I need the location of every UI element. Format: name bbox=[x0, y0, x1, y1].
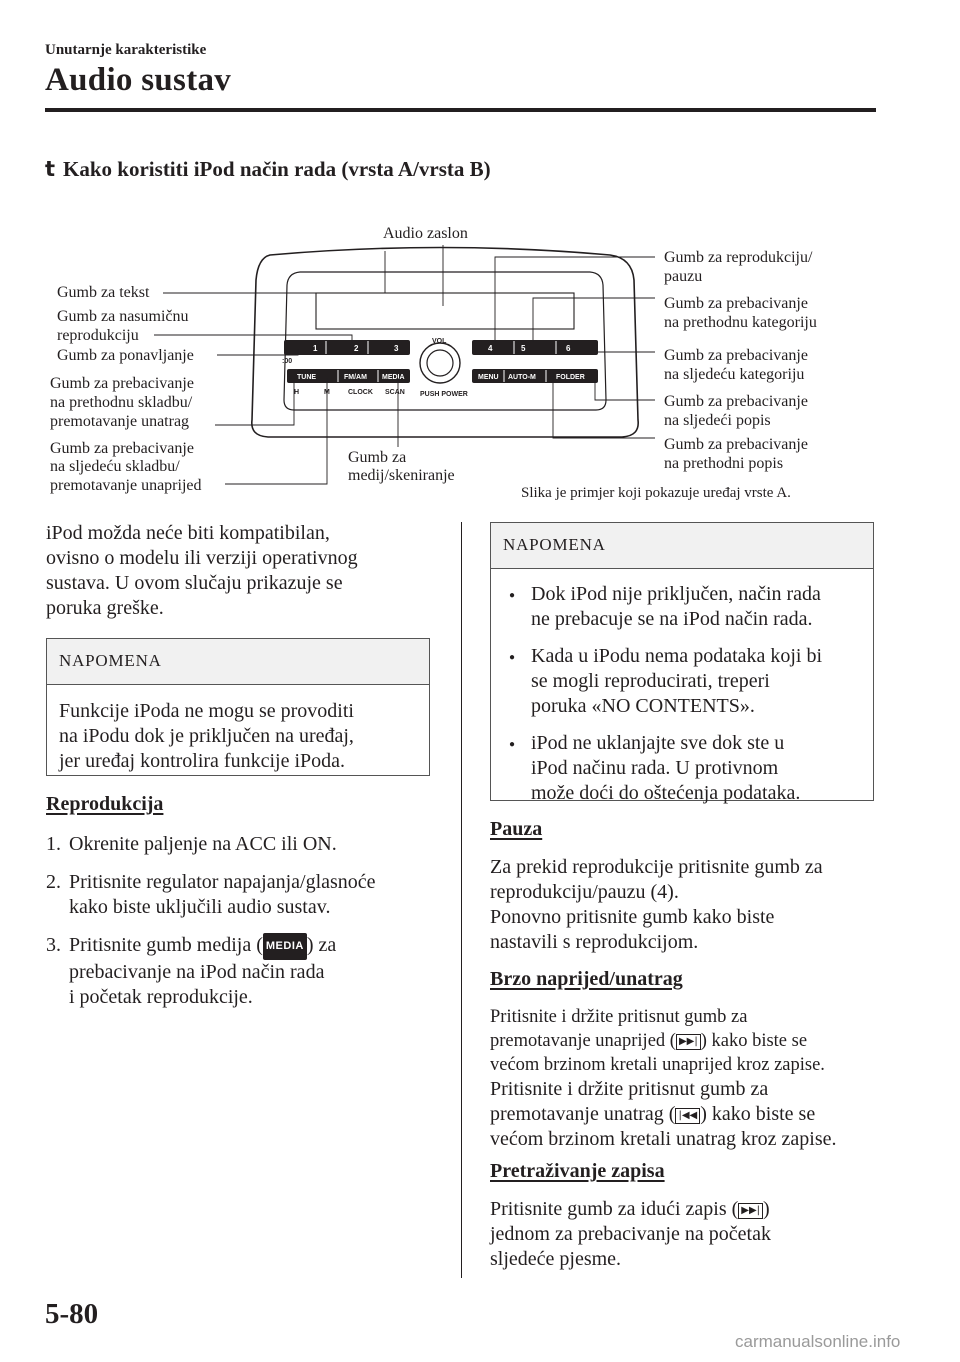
callout-prev-list-line2: na prethodni popis bbox=[664, 455, 784, 472]
callout-prev-track-line3: premotavanje unatrag bbox=[50, 413, 190, 430]
section-bullet-icon: t bbox=[45, 157, 56, 181]
callout-play-pause-line2: pauzu bbox=[664, 268, 703, 285]
volume-knob-outer bbox=[420, 343, 460, 383]
media-label: MEDIA bbox=[382, 374, 405, 381]
preset-label-4: 4 bbox=[488, 344, 493, 353]
callout-next-category-line1: Gumb za prebacivanje bbox=[664, 347, 808, 364]
fast-forward-icon: ▶▶| bbox=[676, 1034, 701, 1050]
callout-next-track-line3: premotavanje unaprijed bbox=[50, 477, 202, 494]
tune-label: TUNE bbox=[297, 374, 317, 381]
note-body: Funkcije iPoda ne mogu se provoditi na iPodu dok je priključen na uređaj, jer uređaj kontrolira funkcije iPoda. bbox=[59, 700, 354, 772]
note-title-right: NAPOMENA bbox=[491, 523, 873, 569]
step-2: 2. Pritisnite regulator napajanja/glasnoće kako biste uključili audio sustav. bbox=[46, 871, 376, 918]
callout-next-category-line2: na sljedeću kategoriju bbox=[664, 366, 805, 383]
note-list-item: ● iPod ne uklanjajte sve dok ste u iPod načinu rada. U protivnom može doći do oštećenja podataka. bbox=[503, 731, 861, 806]
column-divider bbox=[461, 522, 462, 1278]
callout-shuffle-line1: Gumb za nasumičnu bbox=[57, 308, 189, 325]
page-title: Audio sustav bbox=[45, 62, 232, 98]
callout-prev-category-line2: na prethodnu kategoriju bbox=[664, 314, 817, 331]
push-power-label: PUSH POWER bbox=[420, 391, 468, 398]
step-1: 1. Okrenite paljenje na ACC ili ON. bbox=[46, 833, 337, 855]
preset-buttons-left bbox=[284, 340, 410, 355]
note-body-right bbox=[491, 569, 873, 828]
note-box-right bbox=[490, 522, 874, 804]
callout-play-pause-line1: Gumb za reprodukciju/ bbox=[664, 249, 813, 266]
page-number: 5-80 bbox=[45, 1298, 99, 1330]
figure-caption: Slika je primjer koji pokazuje uređaj vrste A. bbox=[521, 485, 791, 501]
step-3: 3. Pritisnite gumb medija ( MEDIA ) za prebacivanje na iPod način rada i početak reprodukcije. bbox=[46, 934, 337, 1008]
fast-forward-paragraph: Pritisnite i držite pritisnut gumb za premotavanje unaprijed ( ▶▶| ) kako biste se većom brzinom kretali unaprijed kroz zapise. Pritisnite i držite pritisnut gumb za premotavanje unatrag ( |◀◀ ) kako biste se većom brzinom kretali unatrag kroz zapise. bbox=[490, 1007, 837, 1150]
note-box-left bbox=[46, 638, 430, 776]
clock-digits: :00 bbox=[282, 358, 293, 365]
callout-next-list-line1: Gumb za prebacivanje bbox=[664, 393, 808, 410]
scan-label: SCAN bbox=[385, 389, 405, 396]
media-button-icon: MEDIA bbox=[263, 933, 307, 960]
callout-prev-track-line2: na prethodnu skladbu/ bbox=[50, 394, 193, 411]
playback-heading: Reprodukcija bbox=[46, 793, 164, 815]
menu-label: MENU bbox=[478, 374, 499, 381]
folder-label: FOLDER bbox=[556, 374, 585, 381]
preset-label-3: 3 bbox=[394, 344, 399, 353]
preset-label-1: 1 bbox=[313, 344, 318, 353]
volume-knob-inner bbox=[427, 350, 453, 376]
vol-label: VOL bbox=[432, 338, 447, 345]
callout-prev-list-line1: Gumb za prebacivanje bbox=[664, 436, 808, 453]
note-title: NAPOMENA bbox=[47, 639, 429, 685]
hour-label: H bbox=[294, 389, 300, 396]
callout-next-track-line1: Gumb za prebacivanje bbox=[50, 440, 194, 457]
intro-paragraph: iPod možda neće biti kompatibilan, ovisno o modelu ili verziji operativnog sustava. U ovom slučaju prikazuje se poruka greške. bbox=[46, 522, 358, 619]
callout-next-list-line2: na sljedeći popis bbox=[664, 412, 771, 429]
fm-am-label: FM/AM bbox=[344, 374, 367, 381]
callout-prev-track-line1: Gumb za prebacivanje bbox=[50, 375, 194, 392]
pause-heading: Pauza bbox=[490, 818, 543, 840]
preset-label-2: 2 bbox=[354, 344, 359, 353]
callout-repeat-button: Gumb za ponavljanje bbox=[57, 347, 194, 364]
track-search-heading: Pretraživanje zapisa bbox=[490, 1160, 665, 1182]
preset-label-5: 5 bbox=[521, 344, 526, 353]
section-title-text: Kako koristiti iPod način rada (vrsta A/vrsta B) bbox=[63, 157, 491, 181]
fast-forward-heading: Brzo naprijed/unatrag bbox=[490, 968, 683, 990]
note-list-item: ● Dok iPod nije priključen, način rada ne prebacuje se na iPod način rada. bbox=[503, 582, 861, 632]
auto-m-label: AUTO-M bbox=[508, 374, 536, 381]
callout-shuffle-line2: reprodukciju bbox=[57, 327, 139, 344]
callout-prev-category-line1: Gumb za prebacivanje bbox=[664, 295, 808, 312]
callout-audio-display: Audio zaslon bbox=[383, 225, 468, 242]
callout-next-track-line2: na sljedeću skladbu/ bbox=[50, 458, 180, 475]
note-list bbox=[503, 582, 861, 806]
callout-media-scan-line2: medij/skeniranje bbox=[348, 467, 455, 484]
chapter-label: Unutarnje karakteristike bbox=[45, 42, 207, 58]
note-list-item: ● Kada u iPodu nema podataka koji bi se mogli reproducirati, treperi poruka «NO CONTENTS». bbox=[503, 644, 861, 719]
track-search-paragraph: Pritisnite gumb za idući zapis ( ▶▶| ) jednom za prebacivanje na početak sljedeće pjesme. bbox=[490, 1198, 771, 1270]
minute-label: M bbox=[324, 389, 330, 396]
callout-text-button: Gumb za tekst bbox=[57, 284, 150, 301]
rewind-icon: |◀◀ bbox=[675, 1108, 700, 1124]
pause-paragraph: Za prekid reprodukcije pritisnite gumb za reprodukciju/pauzu (4). Ponovno pritisnite gumb kako biste nastavili s reprodukcijom. bbox=[490, 856, 823, 953]
clock-label: CLOCK bbox=[348, 389, 373, 396]
watermark: carmanualsonline.info bbox=[735, 1332, 901, 1351]
callout-media-scan-line1: Gumb za bbox=[348, 449, 407, 466]
next-track-icon: ▶▶| bbox=[738, 1203, 763, 1219]
preset-label-6: 6 bbox=[566, 344, 571, 353]
